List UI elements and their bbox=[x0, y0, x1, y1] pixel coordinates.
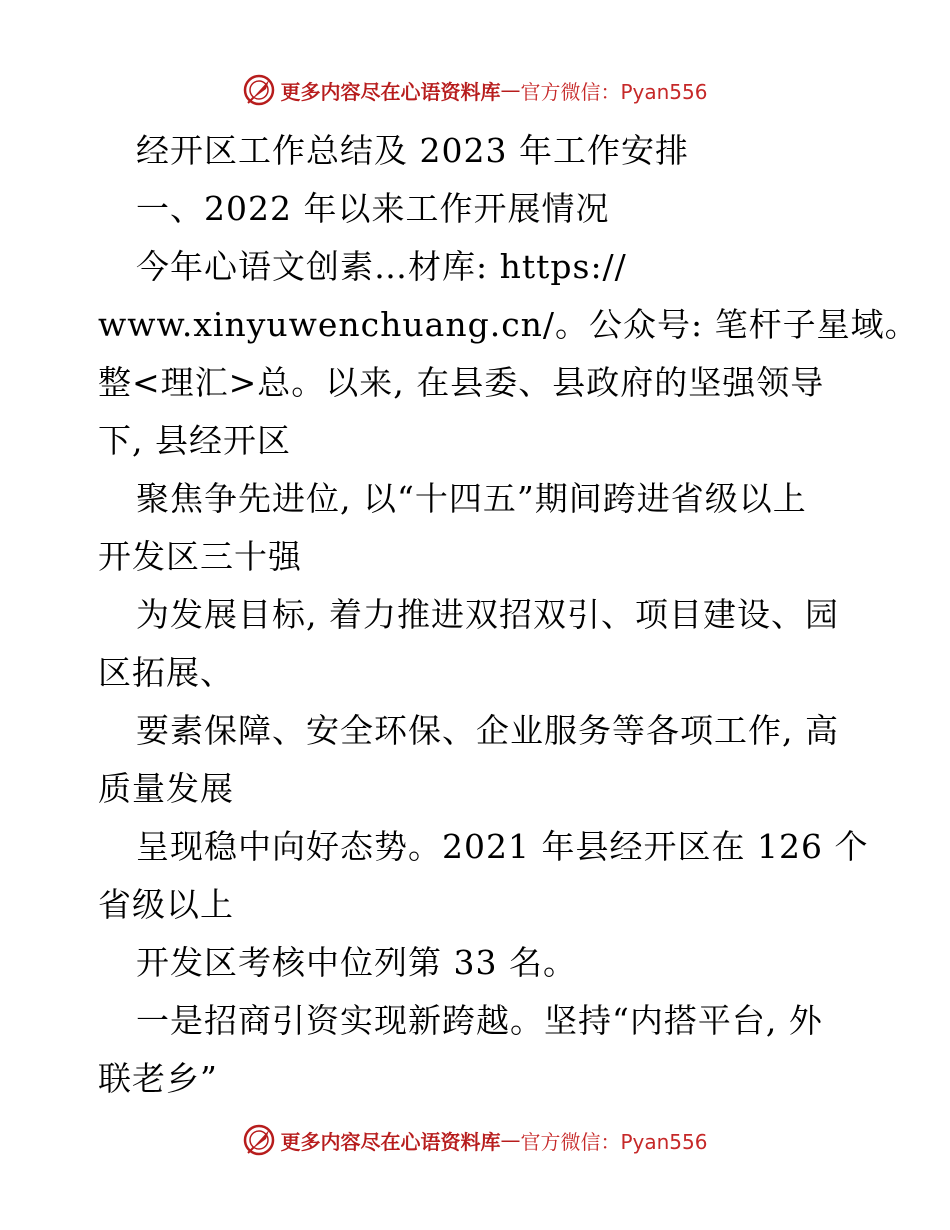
banner-separator: — bbox=[500, 78, 521, 102]
footer-watermark-banner bbox=[0, 1120, 950, 1160]
document-title: 经开区工作总结及 2023 年工作安排 bbox=[136, 131, 689, 170]
banner-separator: — bbox=[500, 1128, 521, 1152]
header-watermark-banner bbox=[0, 70, 950, 110]
paragraph-line: 今年心语文创素…材库: https:// bbox=[136, 247, 627, 286]
section-heading: 一、2022 年以来工作开展情况 bbox=[136, 189, 610, 228]
paragraph-line: 聚焦争先进位, 以“十四五”期间跨进省级以上 bbox=[136, 479, 807, 518]
quill-circle-icon bbox=[242, 1123, 276, 1157]
paragraph-line: 开发区考核中位列第 33 名。 bbox=[136, 943, 577, 982]
quill-circle-icon bbox=[242, 73, 276, 107]
paragraph-line: 联老乡” bbox=[98, 1059, 218, 1098]
paragraph-line: 要素保障、安全环保、企业服务等各项工作, 高 bbox=[136, 711, 839, 750]
banner-main-text: 更多内容尽在心语资料库 bbox=[280, 79, 501, 104]
paragraph-line: 省级以上 bbox=[98, 885, 234, 924]
paragraph-line: 下, 县经开区 bbox=[98, 421, 291, 460]
paragraph-line: 整<理汇>总。以来, 在县委、县政府的坚强领导 bbox=[98, 363, 825, 402]
paragraph-line: 质量发展 bbox=[98, 769, 234, 808]
paragraph-line: 开发区三十强 bbox=[98, 537, 302, 576]
paragraph-line: 一是招商引资实现新跨越。坚持“内搭平台, 外 bbox=[136, 1001, 823, 1040]
paragraph-line: 呈现稳中向好态势。2021 年县经开区在 126 个 bbox=[136, 827, 869, 866]
paragraph-line: www.xinyuwenchuang.cn/。公众号: 笔杆子星域。 bbox=[98, 305, 919, 344]
banner-contact-text: 官方微信：Pyan556 bbox=[520, 1129, 708, 1154]
banner-contact-text: 官方微信：Pyan556 bbox=[520, 79, 708, 104]
paragraph-line: 区拓展、 bbox=[98, 653, 234, 692]
document-body bbox=[98, 122, 919, 1108]
banner-main-text: 更多内容尽在心语资料库 bbox=[280, 1129, 501, 1154]
paragraph-line: 为发展目标, 着力推进双招双引、项目建设、园 bbox=[136, 595, 839, 634]
